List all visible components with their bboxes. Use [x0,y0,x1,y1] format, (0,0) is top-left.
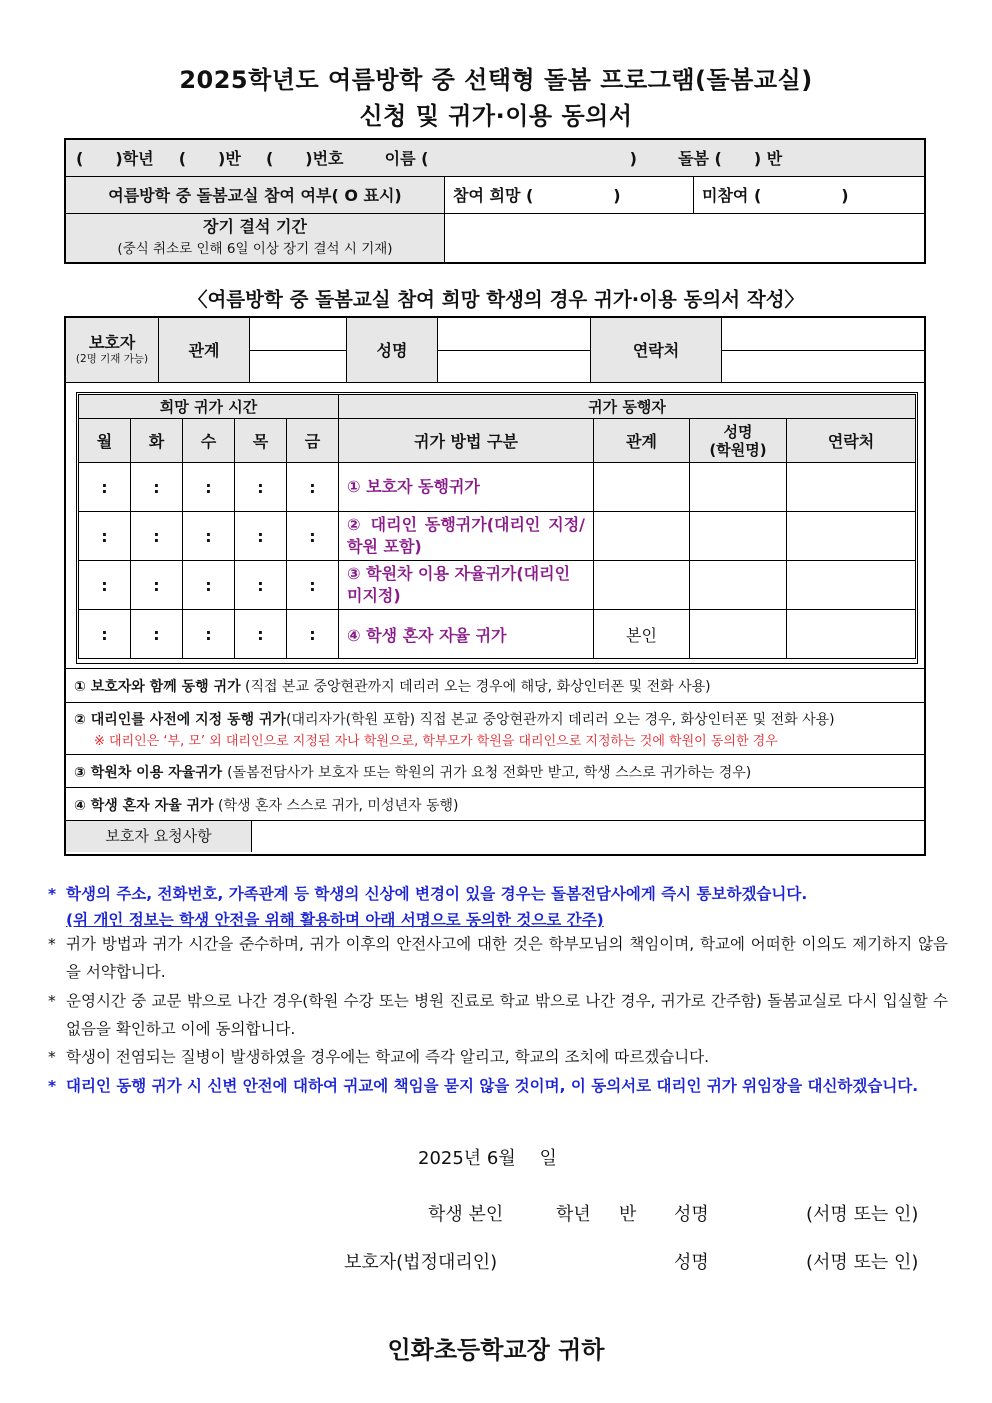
time-thu-4[interactable]: : [235,610,287,659]
time-thu-2[interactable]: : [235,512,287,561]
guardian-signature-label: 보호자(법정대리인) [344,1252,498,1273]
name-field[interactable]: 이름 ( [384,149,429,169]
time-mon-1[interactable]: : [79,463,131,512]
absence-period-input[interactable] [445,213,926,263]
companion-contact-2[interactable] [787,512,916,561]
time-tue-4[interactable]: : [131,610,183,659]
companion-header: 귀가 동행자 [339,395,916,419]
guardian2-relation-input[interactable] [250,350,347,382]
student-class-label[interactable]: 반 [619,1204,637,1225]
class-field[interactable]: ( )반 [178,149,241,169]
relation-3[interactable] [594,561,690,610]
name-field-close: ) [629,149,637,169]
student-grade-label[interactable]: 학년 [556,1204,591,1225]
participation-label: 여름방학 중 돌봄교실 참여 여부( O 표시) [65,176,445,213]
grade-field[interactable]: ( )학년 [76,149,154,169]
absence-label: 장기 결석 기간 [203,216,307,236]
time-mon-3[interactable]: : [79,561,131,610]
companion-name-2[interactable] [690,512,787,561]
date: 2025년 6월 일 [418,1148,557,1169]
time-fri-1[interactable]: : [287,463,339,512]
time-wed-1[interactable]: : [183,463,235,512]
note-4: * 학생이 전염되는 질병이 발생하였을 경우에는 학교에 즉각 알리고, 학교의 조치에 따르겠습니다. [48,1048,710,1066]
time-thu-1[interactable]: : [235,463,287,512]
table-row [79,512,916,561]
day-tue: 화 [131,419,183,463]
note-2: * 귀가 방법과 귀가 시간을 준수하며, 귀가 이후의 안전사고에 대한 것은 학부모님의 책임이며, 학교에 어떠한 이의도 제기하지 않음을 서약합니다. [48,935,948,981]
note-3: * 운영시간 중 교문 밖으로 나간 경우(학원 수강 또는 병원 진료로 학교 밖으로 나간 경우, 귀가로 간주함) 돌봄교실로 다시 입실할 수 없음을 확인하고 이에 동의합니다. [48,992,948,1038]
note-1: * 학생의 주소, 전화번호, 가족관계 등 학생의 신상에 변경이 있을 경우는 돌봄전담사에게 즉시 통보하겠습니다. (위 개인 정보는 학생 안전을 위해 활용하며 아래 서명으로 동의한 것으로 간주) [48,885,808,929]
time-thu-3[interactable]: : [235,561,287,610]
guardian2-name-input[interactable] [438,350,591,382]
guardian1-name-input[interactable] [438,318,591,350]
divider [66,702,924,703]
student-name-label[interactable]: 성명 [674,1204,709,1225]
guardian-table [66,318,924,383]
relation-header: 관계 [594,419,690,463]
relation-1[interactable] [594,463,690,512]
explanation-2-warning: ※ 대리인은 ‘부, 모’ 외 대리인으로 지정된 자나 학원으로, 학부모가 학원을 대리인으로 지정하는 것에 학원이 동의한 경우 [94,734,778,749]
time-wed-2[interactable]: : [183,512,235,561]
relation-2[interactable] [594,512,690,561]
doc-title-line1: 2025학년도 여름방학 중 선택형 돌봄 프로그램(돌봄교실) [179,66,813,94]
guardian-sign-field[interactable]: (서명 또는 인) [806,1252,919,1273]
contact-header: 연락처 [787,419,916,463]
name-header: 성명 (학원명) [690,419,787,463]
guardian-label-cell [66,318,159,382]
doc-title-line2: 신청 및 귀가·이용 동의서 [359,102,633,130]
day-wed: 수 [183,419,235,463]
day-thu: 목 [235,419,287,463]
method-3: ③ 학원차 이용 자율귀가(대리인 미지정) [339,561,594,610]
guardian-name-label-sig[interactable]: 성명 [674,1252,709,1273]
divider [66,668,924,669]
companion-name-1[interactable] [690,463,787,512]
time-wed-4[interactable]: : [183,610,235,659]
student-sign-field[interactable]: (서명 또는 인) [806,1204,919,1225]
time-wed-3[interactable]: : [183,561,235,610]
note-5: * 대리인 동행 귀가 시 신변 안전에 대하여 귀교에 책임을 묻지 않을 것이며, 이 동의서로 대리인 귀가 위임장을 대신하겠습니다. [48,1077,919,1095]
companion-contact-1[interactable] [787,463,916,512]
request-label: 보호자 요청사항 [66,821,252,852]
companion-contact-3[interactable] [787,561,916,610]
absence-note: (중식 취소로 인해 6일 이상 장기 결석 시 기재) [117,240,393,257]
guardian-contact-label: 연락처 [591,318,722,382]
request-input[interactable] [252,821,922,852]
time-mon-2[interactable]: : [79,512,131,561]
table-row [79,463,916,512]
time-fri-2[interactable]: : [287,512,339,561]
explanation-3: ③ 학원차 이용 자율귀가 (돌봄전담사가 보호자 또는 학원의 귀가 요청 전화만 받고, 학생 스스로 귀가하는 경우) [74,765,752,781]
table-row [79,561,916,610]
method-header: 귀가 방법 구분 [339,419,594,463]
explanation-2: ② 대리인를 사전에 지정 동행 귀가(대리자가(학원 포함) 직접 본교 중앙현관까지 데리러 오는 경우, 화상인터폰 및 전화 사용) [74,712,835,728]
table-row [79,610,916,659]
explanation-4: ④ 학생 혼자 자율 귀가 (학생 혼자 스스로 귀가, 미성년자 동행) [74,798,459,814]
guardian-name-label: 성명 [347,318,438,382]
care-class-field[interactable]: 돌봄 ( ) 반 [678,149,783,169]
relation-4[interactable]: 본인 [594,610,690,659]
footer-addressee: 인화초등학교장 귀하 [387,1336,605,1364]
method-1: ① 보호자 동행귀가 [339,463,594,512]
method-2: ② 대리인 동행귀가(대리인 지정/학원 포함) [339,512,594,561]
participate-option[interactable]: 참여 희망 ( ) [445,176,694,213]
method-4: ④ 학생 혼자 자율 귀가 [339,610,594,659]
companion-name-3[interactable] [690,561,787,610]
day-mon: 월 [79,419,131,463]
guardian-relation-label: 관계 [159,318,250,382]
guardian1-relation-input[interactable] [250,318,347,350]
companion-name-4[interactable] [690,610,787,659]
day-fri: 금 [287,419,339,463]
explanation-1: ① 보호자와 함께 동행 귀가 (직접 본교 중앙현관까지 데리러 오는 경우에 해당, 화상인터폰 및 전화 사용) [74,679,711,695]
student-signature-label: 학생 본인 [428,1204,504,1225]
guardian-label: 보호자 [88,332,136,352]
time-mon-4[interactable]: : [79,610,131,659]
not-participate-option[interactable]: 미참여 ( ) [694,176,926,213]
divider [66,787,924,788]
guardian2-contact-input[interactable] [722,350,925,382]
number-field[interactable]: ( )번호 [265,149,344,169]
time-fri-4[interactable]: : [287,610,339,659]
time-tue-3[interactable]: : [131,561,183,610]
time-header: 희망 귀가 시간 [79,395,339,419]
guardian-sub: (2명 기재 가능) [75,352,149,365]
divider [66,754,924,755]
time-tue-1[interactable]: : [131,463,183,512]
guardian1-contact-input[interactable] [722,318,925,350]
companion-contact-4[interactable] [787,610,916,659]
time-fri-3[interactable]: : [287,561,339,610]
section-heading: 〈여름방학 중 돌봄교실 참여 희망 학생의 경우 귀가·이용 동의서 작성〉 [187,288,805,311]
schedule-table-frame [76,392,918,664]
absence-label-cell [65,213,445,263]
schedule-table [78,394,916,659]
time-tue-2[interactable]: : [131,512,183,561]
student-info-table [64,138,926,264]
student-id-row [65,139,925,176]
